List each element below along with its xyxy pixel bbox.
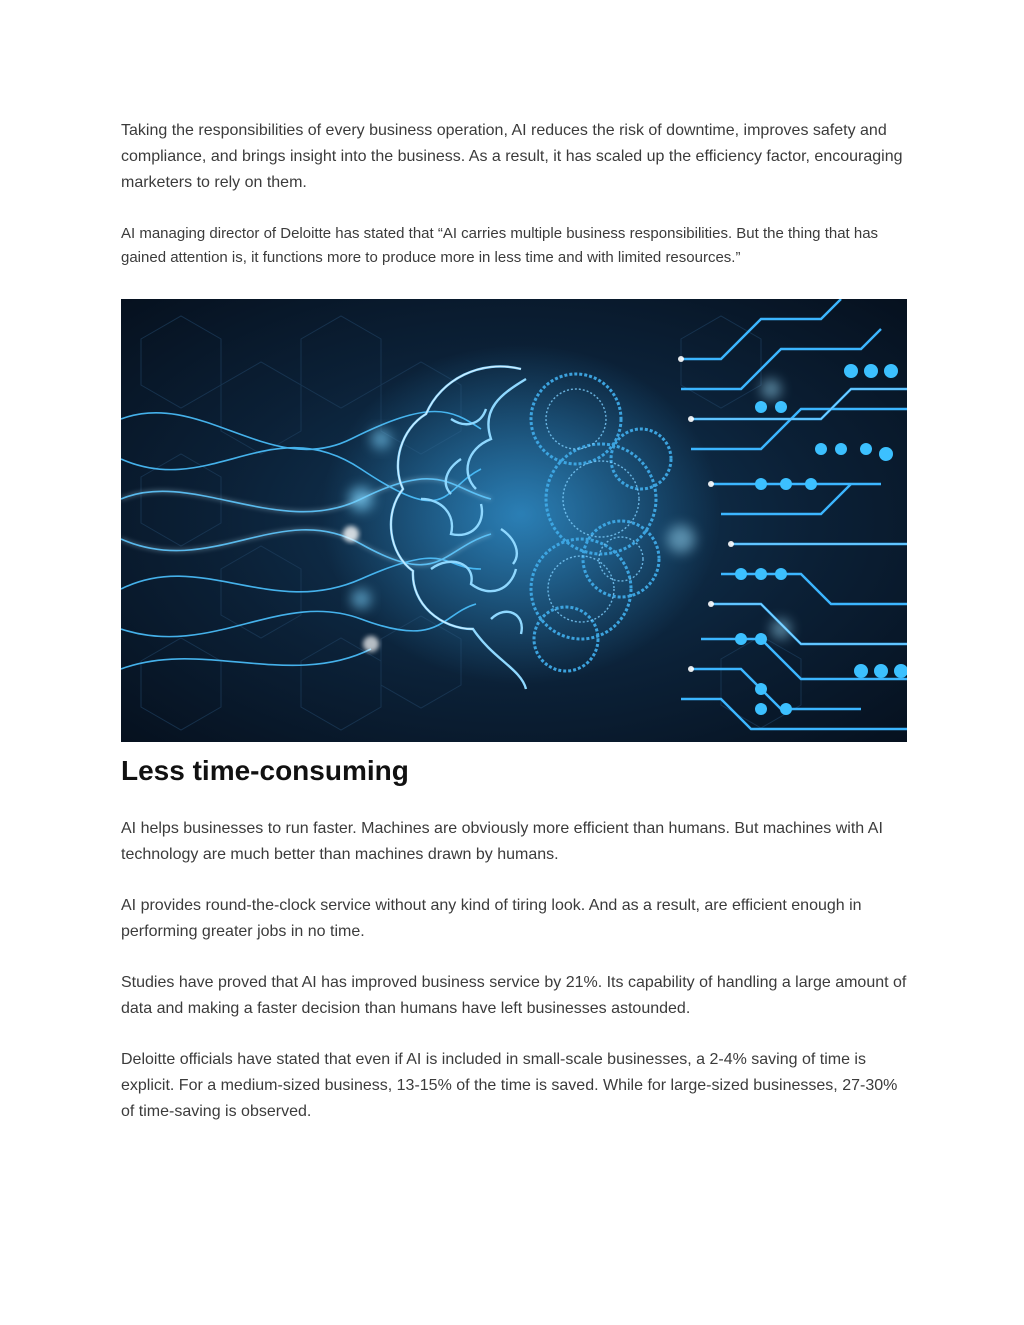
section-heading: Less time-consuming bbox=[121, 755, 409, 786]
ai-brain-circuit-image bbox=[121, 299, 907, 742]
body-paragraph: Deloitte officials have stated that even if AI is included in small-scale businesses, a 2-4% saving of time is explicit. For a medium-sized business, 13-15% of the time is saved. While for large-sized businesses, 27-30% of time-saving is observed. bbox=[121, 1051, 898, 1120]
quote-paragraph: AI managing director of Deloitte has stated that “AI carries multiple business responsibilities. But the thing that has gained attention is, it functions more to produce more in less time and with limited resources.” bbox=[121, 225, 879, 266]
section-body bbox=[121, 816, 907, 1125]
intro-paragraph: Taking the responsibilities of every business operation, AI reduces the risk of downtime, improves safety and compliance, and brings insight into the business. As a result, it has scaled up the efficiency factor, encouraging marketers to rely on them. bbox=[121, 122, 903, 191]
body-paragraph: Studies have proved that AI has improved business service by 21%. Its capability of handling a large amount of data and making a faster decision than humans have left businesses astounded. bbox=[121, 974, 907, 1017]
document-page bbox=[121, 118, 907, 1150]
body-paragraph: AI helps businesses to run faster. Machines are obviously more efficient than humans. But machines with AI technology are much better than machines drawn by humans. bbox=[121, 820, 883, 863]
body-paragraph: AI provides round-the-clock service without any kind of tiring look. And as a result, are efficient enough in performing greater jobs in no time. bbox=[121, 897, 862, 940]
